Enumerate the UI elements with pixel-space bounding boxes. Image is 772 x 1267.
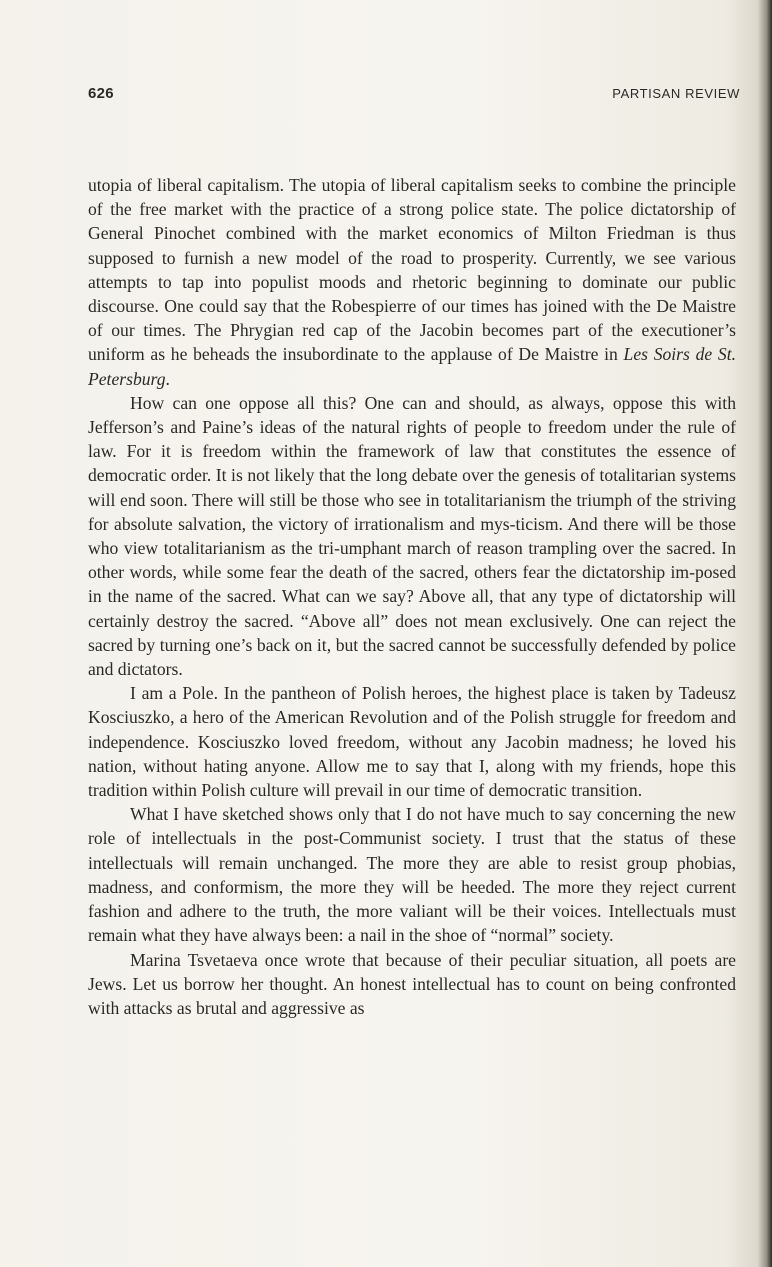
page-gutter-shadow bbox=[758, 0, 772, 1267]
page-number: 626 bbox=[88, 85, 114, 102]
paragraph-1 bbox=[88, 173, 736, 391]
paragraph-1-text-a: utopia of liberal capitalism. The utopia of liberal capitalism seeks to combine the principle of the free market with the practice of a strong police state. The police dictatorship of General Pinochet combined with the market economics of Milton Friedman is thus supposed to furnish a new model of the road to prosperity. Currently, we see various attempts to tap into populist moods and rhetoric beginning to dominate our public discourse. One could say that the Robespierre of our times has joined with the De Maistre of our times. The Phrygian red cap of the Jacobin becomes part of the executioner’s uniform as he beheads the insubordinate to the applause of De Maistre in bbox=[88, 175, 736, 365]
paragraph-5: Marina Tsvetaeva once wrote that because of their peculiar situation, all poets are Jews. Let us borrow her thought. An honest intellectual has to count on being confronted with attacks as brutal and aggressive as bbox=[88, 949, 736, 1018]
page-header bbox=[88, 85, 740, 109]
book-title: Les Soirs de St. Petersburg bbox=[88, 344, 736, 389]
paragraph-3: I am a Pole. In the pantheon of Polish heroes, the highest place is taken by Tadeusz Kosciuszko, a hero of the American Revolution and of the Polish struggle for freedom and independence. Kosciuszko loved freedom, without any Jacobin madness; he loved his nation, without hating anyone. Allow me to say that I, along with my friends, hope this tradition within Polish culture will prevail in our time of democratic transition. bbox=[88, 683, 736, 801]
paragraph-4: What I have sketched shows only that I do not have much to say concerning the new role of intellectuals in the post-Communist society. I trust that the status of these intellectuals will remain unchanged. The more they are able to resist group phobias, madness, and conformism, the more they will be heeded. The more they reject current fashion and adhere to the truth, the more valiant will be their voices. Intellectuals must remain what they have always been: a nail in the shoe of “normal” society. bbox=[88, 804, 736, 946]
paragraph-1-text-b: . bbox=[165, 368, 170, 389]
body-text bbox=[88, 173, 736, 1020]
paragraph-2: How can one oppose all this? One can and should, as always, oppose this with Jefferson’s and Paine’s ideas of the natural rights of people to freedom under the rule of law. For it is freedom within the framework of law that constitutes the essence of democratic order. It is not likely that the long debate over the genesis of totalitarian systems will end soon. There will still be those who see in totalitarianism the triumph of the striving for absolute salvation, the victory of irrationalism and mys-ticism. And there will be those who view totalitarianism as the tri-umphant march of reason trampling over the sacred. In other words, while some fear the death of the sacred, others fear the dictatorship im-posed in the name of the sacred. What can we say? Above all, that any type of dictatorship will certainly destroy the sacred. “Above all” does not mean exclusively. One can reject the sacred by turning one’s back on it, but the sacred cannot be successfully defended by police and dictators. bbox=[88, 392, 736, 680]
running-head: PARTISAN REVIEW bbox=[612, 86, 740, 101]
